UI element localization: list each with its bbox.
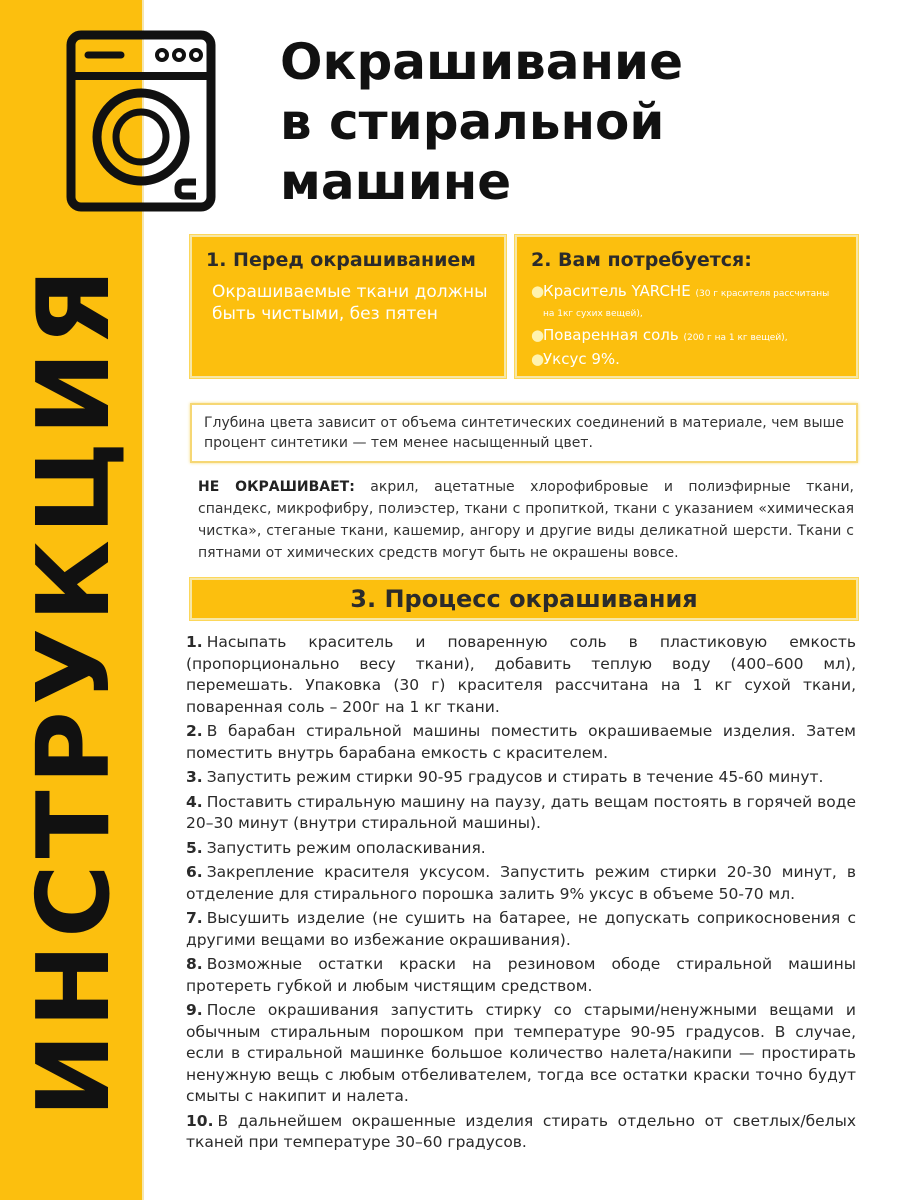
not-dyeable-warning: [198, 476, 854, 564]
process-step: [186, 1000, 856, 1108]
step-text: Запустить режим стирки 90-95 градусов и стирать в течение 45-60 минут.: [206, 768, 824, 786]
requirements-list: [531, 281, 842, 369]
requirement-note: (200 г на 1 кг вещей),: [683, 333, 788, 343]
color-depth-note: [190, 403, 858, 463]
step-text: Насыпать краситель и поваренную соль в пластиковую емкость (пропорционально весу ткани), добавить теплую воду (400–600 мл), перемешать. Упаковка (30 г) красителя рассчитана на 1 кг сухой ткани, поваренная соль – 200г на 1 кг ткани.: [186, 633, 856, 716]
title-line: машине: [280, 153, 512, 211]
requirement-main: Поваренная соль: [543, 326, 684, 344]
step-number: 10.: [186, 1111, 214, 1130]
process-step: [186, 767, 856, 789]
step-number: 2.: [186, 722, 203, 740]
requirement-main: Краситель YARCHE: [543, 282, 696, 300]
requirements-box: [515, 235, 858, 378]
bullet-dot-icon: ●: [531, 282, 545, 300]
warning-label: НЕ ОКРАШИВАЕТ:: [198, 479, 355, 495]
process-step: [186, 908, 856, 951]
step-text: Запустить режим ополаскивания.: [206, 838, 486, 857]
process-step: [186, 838, 856, 860]
step-text: Закрепление красителя уксусом. Запустить режим стирки 20-30 минут, в отделение для стирального порошка залить 9% уксус в объеме 50-70 мл.: [186, 863, 856, 903]
step-text: После окрашивания запустить стирку со старыми/ненужными вещами и обычным стиральным порошком при температуре 90-95 градусов. В случае, если в стиральной машинке большое количество налета/накипи — простирать ненужную вещь с любым отбеливателем, тогда все остатки краски точно будут смыты с накипит и налета.: [186, 1001, 856, 1105]
step-number: 7.: [186, 909, 203, 927]
process-header: [190, 578, 858, 620]
title-line: Окрашивание: [280, 33, 683, 91]
process-title: 3. Процесс окрашивания: [350, 585, 698, 613]
title-line: в стиральной: [280, 93, 665, 151]
process-step: [186, 721, 856, 764]
requirement-item: [531, 281, 842, 321]
step-number: 9.: [186, 1001, 203, 1019]
process-step: [186, 792, 856, 835]
process-step: [186, 632, 856, 718]
step-text: В дальнейшем окрашенные изделия стирать отдельно от светлых/белых тканей при температуре 30–60 градусов.: [186, 1111, 856, 1151]
step-text: Возможные остатки краски на резиновом ободе стиральной машины протереть губкой и любым чистящим средством.: [186, 955, 856, 995]
step-number: 8.: [186, 955, 203, 973]
process-step: [186, 954, 856, 997]
requirement-item: [531, 349, 842, 369]
step-text: Поставить стиральную машину на паузу, дать вещам постоять в горячей воде 20–30 минут (внутри стиральной машины).: [186, 792, 856, 832]
step-number: 1.: [186, 633, 203, 651]
color-depth-note-text: Глубина цвета зависит от объема синтетических соединений в материале, чем выше процент синтетики — тем менее насыщенный цвет.: [204, 415, 844, 451]
bullet-dot-icon: ●: [531, 326, 545, 344]
step-number: 5.: [186, 838, 203, 857]
process-step: [186, 862, 856, 905]
before-dyeing-text: Окрашиваемые ткани должны быть чистыми, без пятен: [212, 282, 488, 324]
requirements-title: 2. Вам потребуется:: [531, 249, 752, 271]
process-step: [186, 1111, 856, 1154]
process-steps: [186, 632, 856, 1157]
side-label: ИНСТРУКЦИЯ: [15, 262, 132, 1118]
before-dyeing-box: [190, 235, 506, 378]
washing-machine-icon: [66, 30, 216, 212]
requirement-main: Уксус 9%.: [543, 350, 620, 368]
step-number: 6.: [186, 863, 203, 881]
bullet-dot-icon: ●: [531, 350, 545, 368]
step-text: В барабан стиральной машины поместить окрашиваемые изделия. Затем поместить внутрь барабана емкость с красителем.: [186, 722, 856, 762]
step-number: 4.: [186, 792, 203, 811]
page-title: [280, 32, 880, 212]
requirement-item: [531, 325, 842, 345]
requirement-note: (30 г красителя рассчитаны на 1кг сухих вещей),: [543, 289, 830, 319]
warning-text: акрил, ацетатные хлорофибровые и полиэфирные ткани, спандекс, микрофибру, полиэстер, ткани с пропиткой, ткани с указанием «химическая чистка», стеганые ткани, кашемир, ангору и другие виды деликатной шерсти. Ткани с пятнами от химических средств могут быть не окрашены вовсе.: [198, 479, 855, 561]
step-text: Высушить изделие (не сушить на батарее, не допускать соприкосновения с другими вещами во избежание окрашивания).: [186, 909, 856, 949]
before-dyeing-title: 1. Перед окрашиванием: [206, 249, 476, 271]
step-number: 3.: [186, 768, 203, 786]
